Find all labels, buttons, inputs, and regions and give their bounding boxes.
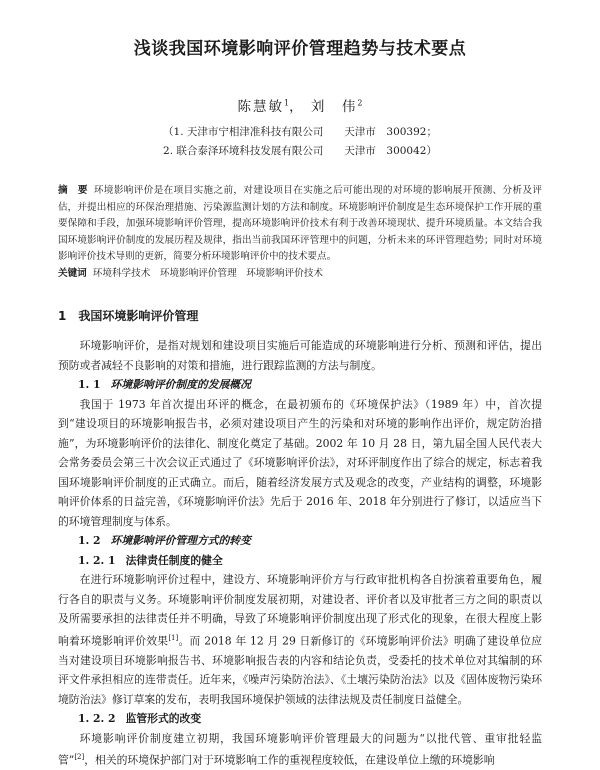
subsection-heading [58,375,542,395]
affiliation-line: （1. 天津市宁相津准科技有限公司 天津市 300392； [163,126,437,138]
body-paragraph [58,729,542,770]
author-affil-mark: 2 [357,98,363,108]
body-paragraph [58,570,542,709]
affiliations [58,123,542,161]
author-separator: ， [289,99,305,115]
subsubsection-title: 监管形式的改变 [125,712,202,726]
author-affil-mark: 1 [284,98,290,108]
paragraph-text: 在进行环境影响评价过程中，建设方、环境影响评价方与行政审批机构各自扮演着重要角色，履行各自的职责与义务。环境影响评价制度发展初期，对建设者、评价者以及审批者三方之间的职责以及所需要承担的法律责任并不明确，导致了环境影响评价制度出现了形式化的现象，在很大程度上影响着环境影响评价效果 [58,573,542,648]
body-paragraph: 环境影响评价，是指对规划和建设项目实施后可能造成的环境影响进行分析、预测和评估，提出预防或者减轻不良影响的对策和措施，进行跟踪监测的方法与制度。 [58,339,542,372]
subsection-title: 环境影响评价制度的发展概况 [110,378,251,391]
keywords-label: 关键词 [58,267,87,279]
citation-ref: [1] [168,633,179,642]
body-paragraph: 我国于 1973 年首次提出环评的概念，在最初颁布的《环境保护法》（1989 年）中，首次提到“建设项目的环境影响报告书，必须对建设项目产生的污染和对环境的影响作出评价，规定防治措施”，为环境影响评价的法律化、制度化奠定了基础。2002 年 10 月 28 日，第九届全国人民代表大会常务委员会第三十次会议正式通过了《环境影响评价法》，对环评制度作出了综合的规定，标志着我国环境影响评价制度的正式确立。而后，随着经济发展方式及观念的改变，产业结构的调整，环境影响评价体系的日益完善，《环境影响评价法》先后于 2016 年、2018 年分别进行了修订，以适应当下的环境管理制度与体系。 [58,397,542,528]
keywords [58,266,542,283]
keywords-text: 环境科学技术 环境影响评价管理 环境影响评价技术 [92,267,324,279]
section-heading [58,307,542,324]
subsection-number: 1. 2 [78,534,101,547]
affiliation-line: 2. 联合泰泽环境科技发展有限公司 天津市 300042） [163,145,437,157]
citation-ref: [2] [74,753,85,762]
paragraph-text: 。而 2018 年 12 月 29 日新修订的《环境影响评价法》明确了建设单位应当对建设项目环境影响报告书、环境影响报告表的内容和结论负责，受委托的技术单位对其编制的环评文件承担相应的连带责任。近年来，《噪声污染防治法》、《土壤污染防治法》以及《固体废物污染环境防治法》修订草案的发布，表明我国环境保护领域的法律法规及责任制度日益健全。 [58,634,542,706]
paper-title: 浅谈我国环境影响评价管理趋势与技术要点 [133,39,467,59]
author-line [58,95,542,115]
subsubsection-heading [58,709,542,729]
section-number: 1 [58,309,67,323]
paragraph-text: 环境影响评价制度建立初期，我国环境影响评价管理最大的问题为“以批代管、重审批轻监管” [58,731,542,767]
abstract [58,183,542,266]
subsubsection-title: 法律责任制度的健全 [125,553,223,567]
subsection-number: 1. 1 [78,378,101,391]
subsection-title: 环境影响评价管理方式的转变 [110,534,251,547]
subsection-heading [58,531,542,551]
abstract-label: 摘 要 [58,185,88,196]
subsubsection-heading [58,551,542,571]
abstract-text: 环境影响评价是在项目实施之前，对建设项目在实施之后可能出现的对环境的影响展开预测、分析及评估，并提出相应的环保治理措施、污染源监测计划的方法和制度。环境影响评价制度是生态环境保护工作开展的重要保障和手段，加强环境影响评价管理，提高环境影响评价技术有利于改善环境现状、提升环境质量。本文结合我国环境影响评价制度的发展历程及规律，指出当前我国环评管理中的问题，分析未来的环评管理趋势；同时对环境影响评价技术导则的更新，简要分析环境影响评价中的技术要点。 [58,185,543,262]
author-name: 陈慧敏 [237,99,284,115]
subsubsection-number: 1. 2. 1 [78,553,116,567]
paragraph-text: ，相关的环境保护部门对于环境影响工作的重视程度较低，在建设单位上缴的环境影响 [84,753,495,767]
author-name: 刘 伟 [310,99,358,115]
section-title: 我国环境影响评价管理 [78,309,199,323]
subsubsection-number: 1. 2. 2 [78,712,116,726]
